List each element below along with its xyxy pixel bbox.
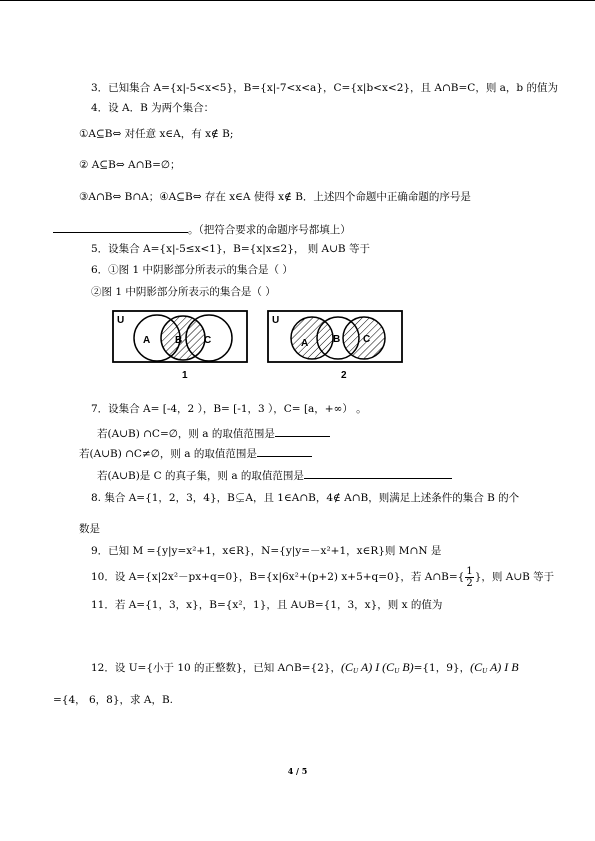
answer-blank [257,446,312,457]
proposition-1: ①A⊆B⇔ 对任意 x∈A，有 x∉ B; [79,128,234,140]
question-7-part-3 [97,468,452,483]
question-3: 3．已知集合 A={x|-5<x<5}，B={x|-7<x<a}，C={x|b<x<2}，且 A∩B=C，则 a，b 的值为 [91,82,558,94]
label-c-1: C [204,335,212,346]
question-10-text: 10．设 A={x|2x²－px+q=0}，B={x|6x²+(p+2) x+5+q=0}，若 A∩B={ [91,571,465,583]
question-4-tail: 。（把符合要求的命题序号都填上） [188,224,351,236]
question-7-part-2 [79,446,312,461]
question-12-continued: ={4， 6，8}，求 A，B. [53,694,174,706]
question-11: 11．若 A={1，3，x}，B={x²，1}，且 A∪B={1，3，x}，则 x 的值为 [91,599,443,611]
question-12-text: 12．设 U={小于 10 的正整数}，已知 A∩B={2}， [91,662,342,674]
question-4-answer-line [53,222,351,237]
question-8-continued: 数是 [79,523,100,535]
question-7: 7．设集合 A= [-4，2 ），B= [-1，3 ），C= [a，+∞） 。 [91,403,367,415]
question-8: 8. 集合 A={1，2，3，4}，B⊊A，且 1∈A∩B，4∉ A∩B，则满足上述条件的集合 B 的个 [91,492,520,504]
label-c-2: C [363,334,371,345]
question-10 [91,565,554,589]
answer-blank [53,222,188,233]
label-a-2: A [301,338,309,349]
answer-blank [275,426,330,437]
question-7-part-1-text: 若(A∪B) ∩C=∅，则 a 的取值范围是 [97,428,275,440]
figure-number-2: 2 [341,370,347,381]
page-number: 4 / 5 [287,766,308,776]
complement-a-intersect-b: ($C_U$ A) I B [470,660,519,675]
proposition-2: ② A⊆B⇔ A∩B=∅； [79,159,181,171]
question-4: 4．设 A．B 为两个集合： [91,102,215,114]
complement-a-expression: ($C_U$ A) I ($C_U$ B) [341,660,414,675]
label-a-1: A [143,335,151,346]
question-12-value-1: ={1，9}， [413,662,471,674]
figure-number-1: 1 [182,370,188,381]
label-u-1: U [117,315,125,326]
question-7-part-2-text: 若(A∪B) ∩C≠∅，则 a 的取值范围是 [79,448,257,460]
proposition-3-4: ③A∩B⇔ B∩A；④A⊆B⇔ 存在 x∈A 使得 x∉ B．上述四个命题中正确命题的序号是 [79,191,471,203]
fraction-numerator: 1 [466,565,473,577]
venn-diagrams [105,306,405,384]
fraction-denominator: 2 [466,577,473,589]
question-5: 5．设集合 A={x|-5≤x<1}，B={x|x≤2}， 则 A∪B 等于 [91,243,370,255]
question-7-part-3-text: 若(A∪B)是 C 的真子集，则 a 的取值范围是 [97,470,304,482]
venn-figure-1 [113,311,247,362]
question-10-tail: }，则 A∪B 等于 [474,571,555,583]
fraction-one-half [465,566,473,589]
question-9: 9．已知 M ={y|y=x²+1，x∈R}，N={y|y=－x²+1，x∈R}则 M∩N 是 [91,545,442,557]
question-6: 6．①图 1 中阴影部分所表示的集合是（ ） [91,264,293,276]
label-b-1: B [175,335,183,346]
label-b-2: B [333,334,341,345]
question-12 [91,661,519,678]
label-u-2: U [272,315,280,326]
question-7-part-1 [97,426,330,441]
question-6-part-2: ②图 1 中阴影部分所表示的集合是（ ） [91,286,276,298]
header-rule [0,0,595,1]
venn-figure-2 [268,311,402,362]
answer-blank [304,468,452,479]
